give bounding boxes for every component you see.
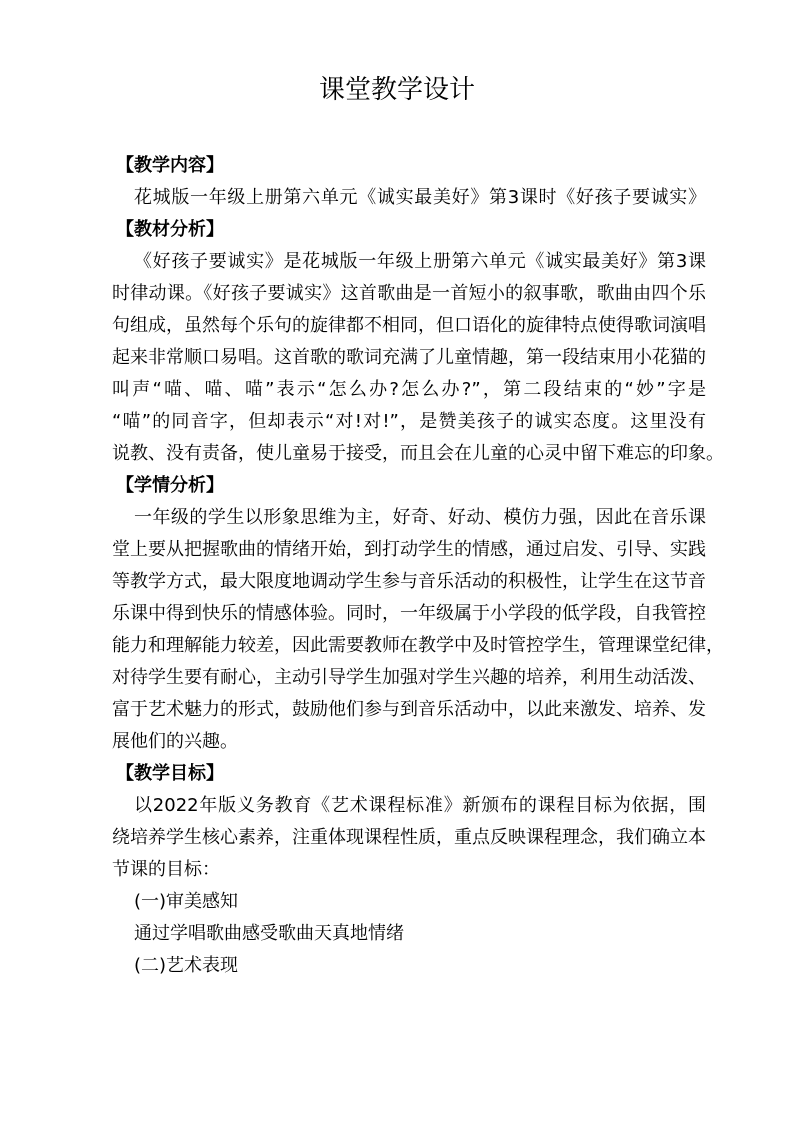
paragraph-line: 说教、没有责备，使儿童易于接受，而且会在儿童的心灵中留下难忘的印象。	[112, 443, 724, 464]
paragraph-line: 起来非常顺口易唱。这首歌的歌词充满了儿童情趣，第一段结束用小花猫的	[112, 347, 706, 368]
paragraph-line: 《好孩子要诚实》是花城版一年级上册第六单元《诚实最美好》第3课	[134, 251, 706, 272]
section-heading: 【教材分析】	[116, 219, 224, 240]
paragraph-line: 一年级的学生以形象思维为主，好奇、好动、模仿力强，因此在音乐课	[134, 507, 706, 528]
paragraph-line: “喵”的同音字，但却表示“对!对!”，是赞美孩子的诚实态度。这里没有	[112, 411, 706, 432]
paragraph-line: 节课的目标：	[112, 859, 220, 880]
section-heading: 【学情分析】	[116, 475, 224, 496]
section-heading: 【教学内容】	[116, 155, 224, 176]
paragraph-line: 叫声“喵、喵、喵”表示“怎么办?怎么办?”，第二段结束的“妙”字是	[112, 379, 706, 400]
paragraph-line: 堂上要从把握歌曲的情绪开始，到打动学生的情感，通过启发、引导、实践	[112, 539, 706, 560]
paragraph-line: 等教学方式，最大限度地调动学生参与音乐活动的积极性，让学生在这节音	[112, 571, 706, 592]
paragraph-line: 对待学生要有耐心，主动引导学生加强对学生兴趣的培养，利用生动活泼、	[112, 667, 706, 688]
paragraph-line: 花城版一年级上册第六单元《诚实最美好》第3课时《好孩子要诚实》	[134, 187, 706, 208]
document-body	[112, 150, 724, 982]
paragraph-line: (二)艺术表现	[134, 955, 239, 976]
page-title: 课堂教学设计	[318, 75, 475, 105]
paragraph-line: 富于艺术魅力的形式，鼓励他们参与到音乐活动中，以此来激发、培养、发	[112, 699, 706, 720]
paragraph-line: 乐课中得到快乐的情感体验。同时，一年级属于小学段的低学段，自我管控	[112, 603, 706, 624]
paragraph-line: 展他们的兴趣。	[112, 731, 238, 752]
section-heading: 【教学目标】	[116, 763, 224, 784]
paragraph-line: 时律动课。《好孩子要诚实》这首歌曲是一首短小的叙事歌，歌曲由四个乐	[112, 283, 706, 304]
paragraph-line: (一)审美感知	[134, 891, 239, 912]
paragraph-line: 以2022年版义务教育《艺术课程标准》新颁布的课程目标为依据，围	[134, 795, 706, 816]
paragraph-line: 能力和理解能力较差，因此需要教师在教学中及时管控学生，管理课堂纪律，	[112, 635, 724, 656]
paragraph-line: 通过学唱歌曲感受歌曲天真地情绪	[134, 923, 404, 944]
paragraph-line: 句组成，虽然每个乐句的旋律都不相同，但口语化的旋律特点使得歌词演唱	[112, 315, 706, 336]
paragraph-line: 绕培养学生核心素养，注重体现课程性质，重点反映课程理念，我们确立本	[112, 827, 706, 848]
